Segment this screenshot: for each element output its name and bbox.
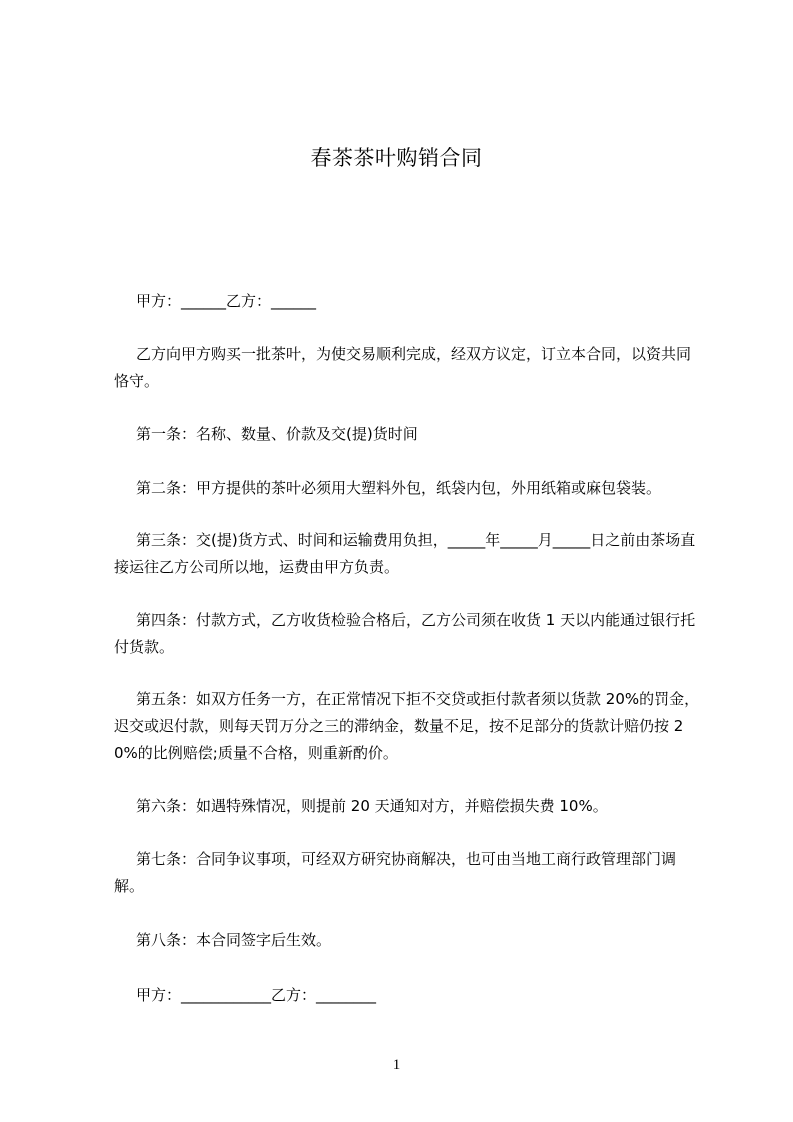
article-7: 第七条：合同争议事项，可经双方研究协商解决，也可由当地工商行政管理部门调解。 — [114, 850, 677, 895]
intro-paragraph: 乙方向甲方购买一批茶叶，为使交易顺利完成，经双方议定，订立本合同，以资共同恪守。 — [114, 345, 692, 390]
article-2: 第二条：甲方提供的茶叶必须用大塑料外包，纸袋内包，外用纸箱或麻包袋装。 — [136, 479, 662, 497]
article-5: 第五条：如双方任务一方，在正常情况下拒不交贷或拒付款者须以货款 20%的罚金，迟交或迟付款，则每天罚万分之三的滞纳金，数量不足，按不足部分的货款计赔仍按 20%的比例赔偿;质量不合格，则重新酌价。 — [114, 690, 700, 762]
article-6: 第六条：如遇特殊情况，则提前 20 天通知对方，并赔偿损失费 10%。 — [136, 797, 608, 815]
signature-line: 甲方：____________乙方：________ — [136, 986, 377, 1004]
article-4: 第四条：付款方式，乙方收货检验合格后，乙方公司须在收货 1 天以内能通过银行托付货款。 — [114, 611, 696, 656]
parties-header: 甲方：______乙方：______ — [136, 292, 317, 310]
article-3: 第三条：交(提)货方式、时间和运输费用负担，_____年_____月_____日之前由茶场直接运往乙方公司所以地，运费由甲方负责。 — [114, 531, 696, 576]
document-title: 春茶茶叶购销合同 — [310, 146, 483, 170]
page-number: 1 — [392, 1057, 401, 1073]
article-1: 第一条：名称、数量、价款及交(提)货时间 — [136, 425, 418, 443]
article-8: 第八条：本合同签字后生效。 — [136, 931, 332, 949]
